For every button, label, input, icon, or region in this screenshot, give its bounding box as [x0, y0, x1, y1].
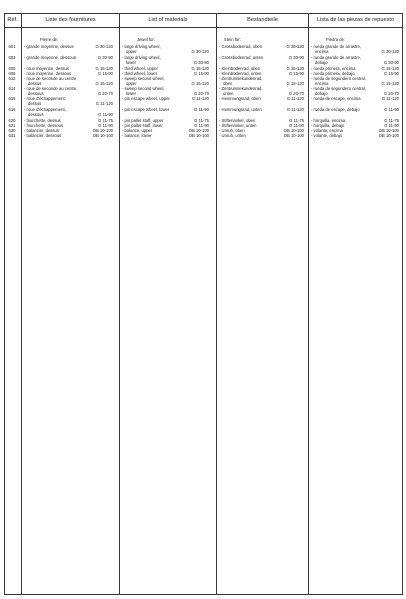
part-name: - fourchette, dessous [24, 123, 64, 128]
jewel-code: G 15-90 [288, 71, 304, 76]
cell-line: - roue d'échappement, [24, 107, 66, 112]
part-name: - balance, lower [122, 133, 152, 138]
part-name: - balance, upper [122, 128, 153, 133]
row-ref: 606 [8, 71, 16, 76]
row-ref: 615 [8, 96, 16, 101]
jewel-code: G 20-70 [97, 91, 113, 96]
part-name: - fourchette, dessus [24, 118, 61, 123]
cell-es [311, 86, 399, 96]
part-name: - horquilla, encima [311, 118, 346, 123]
cell-fr [24, 55, 113, 60]
cell-de [219, 44, 304, 49]
cell-line: - sweep second wheel, [122, 76, 165, 81]
jewel-code: G 30-120 [286, 44, 304, 49]
part-name: dessous [28, 112, 44, 117]
cell-line [311, 60, 399, 65]
jewel-code: G 11-75 [289, 118, 304, 123]
cell-line: - roue de seconde au centre, [24, 76, 78, 81]
part-name: upper [126, 49, 137, 54]
part-name: - Stiftenanker, oben [219, 118, 256, 123]
cell-line [122, 96, 209, 101]
cell-en [122, 55, 209, 65]
column-divider [216, 13, 217, 595]
jewel-code: G 15-120 [381, 81, 399, 86]
jewel-code: G 11-90 [194, 107, 209, 112]
jewel-code: G 11-90 [289, 123, 304, 128]
column-divider [119, 13, 120, 595]
row-ref: 612 [8, 76, 16, 81]
cell-line [219, 96, 304, 101]
part-name: - balancier, dessus [24, 128, 59, 133]
cell-line [311, 107, 399, 112]
jewel-code: G 30-120 [381, 49, 399, 54]
cell-en [122, 86, 209, 96]
part-name: - roue moyenne, dessus [24, 66, 69, 71]
part-name: - balancier, dessous [24, 133, 62, 138]
jewel-code: G 11-90 [98, 112, 113, 117]
jewel-code: OB 10-100 [378, 128, 399, 133]
jewel-code: G 11-120 [381, 96, 399, 101]
part-name: - Kleinbodenrad, unten [219, 71, 262, 76]
cell-line [219, 55, 304, 60]
part-name: - grande moyenne, dessous [24, 55, 76, 60]
part-name: - volante, debajo [311, 133, 342, 138]
jewel-code: G 15-120 [191, 81, 209, 86]
intro-french: Pierre de: [40, 37, 59, 42]
part-name: encima [315, 81, 329, 86]
cell-line [219, 107, 304, 112]
part-name: - Unruh, oben [219, 128, 245, 133]
cell-fr [24, 44, 113, 49]
cell-line [311, 133, 399, 138]
part-name: encima [315, 49, 329, 54]
jewel-code: G 15-90 [383, 71, 399, 76]
jewel-code: G 20-70 [288, 91, 304, 96]
cell-es [311, 76, 399, 86]
jewel-code: G 20-70 [383, 91, 399, 96]
cell-line [122, 107, 209, 112]
cell-en [122, 133, 209, 138]
cell-line: - rueda grande de arrastre, [311, 44, 362, 49]
part-name: - rueda primera, debajo [311, 71, 355, 76]
jewel-code: G 15-120 [95, 66, 113, 71]
cell-line [122, 60, 209, 65]
jewel-code: G 30-90 [97, 55, 113, 60]
cell-es [311, 55, 399, 65]
part-name: - roue moyenne, dessous [24, 71, 72, 76]
cell-line: - rueda de segundero central, [311, 76, 366, 81]
jewel-code: G 11-120 [286, 107, 304, 112]
part-name: debajo [315, 91, 328, 96]
cell-fr [24, 107, 113, 117]
header-german: Bestandteile [247, 17, 278, 23]
jewel-code: G 11-75 [194, 118, 209, 123]
part-name: - Grossbodenrad, unten [219, 55, 264, 60]
part-name: - Kleinbodenrad, oben [219, 66, 261, 71]
part-name: - grande moyenne, dessus [24, 44, 74, 49]
cell-line: - large driving wheel, [122, 55, 161, 60]
part-name: upper [126, 81, 137, 86]
cell-line [24, 112, 113, 117]
jewel-code: OB 10-100 [378, 133, 399, 138]
cell-en [122, 96, 209, 101]
jewel-code: OB 10-100 [92, 133, 113, 138]
part-name: - horquilla, debajo [311, 123, 345, 128]
part-name: unten [223, 91, 234, 96]
cell-line: - rueda grande de arrastre, [311, 55, 362, 60]
cell-de [219, 133, 304, 138]
cell-line [24, 44, 113, 49]
part-name: - rueda de escape, encima [311, 96, 361, 101]
cell-line: - large driving wheel, [122, 44, 161, 49]
column-divider [308, 13, 309, 595]
row-ref: 630 [8, 128, 16, 133]
cell-en [122, 76, 209, 86]
jewel-code: G 15-120 [191, 66, 209, 71]
cell-fr [24, 86, 113, 96]
cell-line [24, 55, 113, 60]
jewel-code: G 30-120 [191, 49, 209, 54]
part-name: - third wheel, lower [122, 71, 158, 76]
row-ref: 614 [8, 86, 16, 91]
cell-fr [24, 96, 113, 106]
jewel-code: G 30-120 [95, 44, 113, 49]
jewel-code: G 11-75 [98, 118, 113, 123]
jewel-code: G 20-70 [193, 91, 209, 96]
cell-line: - Zentrumsekundenrad, [219, 86, 263, 91]
cell-line [122, 133, 209, 138]
intro-spanish: Piedra de: [326, 37, 346, 42]
jewel-code: G 11-90 [98, 123, 113, 128]
cell-en [122, 44, 209, 54]
jewel-code: G 30-90 [383, 60, 399, 65]
header-spanish: Lista de las piezas de repuesto [316, 17, 395, 23]
part-name: dessus [28, 101, 42, 106]
cell-fr [24, 76, 113, 86]
header-divider [4, 27, 403, 28]
part-name: lower [126, 91, 137, 96]
jewel-code: OB 10-100 [188, 133, 209, 138]
jewel-code: G 11-90 [384, 123, 399, 128]
cell-es [311, 107, 399, 112]
header-english: List of materials [148, 17, 188, 23]
part-name: debajo [315, 60, 328, 65]
part-name: - Hemmungsrad, oben [219, 96, 261, 101]
intro-english: Jewel for: [137, 37, 155, 42]
cell-line [24, 133, 113, 138]
jewel-code: G 30-90 [288, 55, 304, 60]
cell-line [24, 101, 113, 106]
part-name: - Hemmungsrad, unten [219, 107, 262, 112]
part-name: - pin pallet staff, upper [122, 118, 164, 123]
header-ref: Réf. [7, 17, 18, 23]
cell-de [219, 55, 304, 60]
jewel-code: G 11-90 [384, 107, 399, 112]
part-name: lower [126, 60, 137, 65]
part-name: - Unruh, unten [219, 133, 246, 138]
part-name: - rueda de escape, debajo [311, 107, 360, 112]
cell-en [122, 107, 209, 112]
row-ref: 603 [8, 55, 16, 60]
cell-line [311, 49, 399, 54]
jewel-code: G 15-120 [95, 81, 113, 86]
cell-es [311, 44, 399, 54]
jewel-code: G 11-120 [286, 96, 304, 101]
row-ref: 621 [8, 123, 16, 128]
jewel-code: G 11-75 [384, 118, 399, 123]
part-name: oben [223, 81, 233, 86]
part-name: - volante, encima [311, 128, 343, 133]
row-ref: 620 [8, 118, 16, 123]
cell-fr [24, 133, 113, 138]
part-name: - pin pallet staff, lower [122, 123, 163, 128]
jewel-code: G 15-90 [97, 71, 113, 76]
cell-de [219, 76, 304, 86]
jewel-code: G 15-120 [286, 81, 304, 86]
header-french: Liste des fournitures [45, 17, 96, 23]
cell-de [219, 86, 304, 96]
cell-line: - roue de seconde au centre, [24, 86, 78, 91]
cell-es [311, 133, 399, 138]
row-ref: 631 [8, 133, 16, 138]
jewel-code: G 11-90 [194, 123, 209, 128]
cell-line: - Zentrumsekundenrad, [219, 76, 263, 81]
cell-line [219, 133, 304, 138]
cell-line [219, 44, 304, 49]
row-ref: 616 [8, 107, 16, 112]
part-name: - Grossbodenrad, oben [219, 44, 263, 49]
jewel-code: G 11-120 [191, 96, 209, 101]
part-name: - rueda primera, encima [311, 66, 356, 71]
jewel-code: OB 10-100 [283, 128, 304, 133]
cell-line [122, 49, 209, 54]
jewel-code: G 15-90 [193, 71, 209, 76]
intro-german: Stein für: [224, 37, 241, 42]
jewel-code: OB 10-100 [188, 128, 209, 133]
part-name: - third wheel, upper [122, 66, 158, 71]
part-name: - pin escape wheel, upper [122, 96, 170, 101]
jewel-code: OB 10-100 [92, 128, 113, 133]
column-divider [21, 13, 22, 595]
jewel-code: G 11-120 [95, 101, 113, 106]
row-ref: 601 [8, 44, 16, 49]
part-name: dessus [28, 81, 42, 86]
cell-line: - roue d'échappement, [24, 96, 66, 101]
jewel-code: OB 10-100 [283, 133, 304, 138]
part-name: - pin escape wheel, lower [122, 107, 170, 112]
cell-line: - sweep second wheel, [122, 86, 165, 91]
cell-es [311, 96, 399, 101]
part-name: dessous [28, 91, 44, 96]
cell-de [219, 107, 304, 112]
cell-line [311, 96, 399, 101]
cell-line: - rueda de segundero central, [311, 86, 366, 91]
row-ref: 605 [8, 66, 16, 71]
part-name: - Stiftenanker, unten [219, 123, 257, 128]
cell-de [219, 96, 304, 101]
jewel-code: G 30-90 [193, 60, 209, 65]
jewel-code: G 15-120 [286, 66, 304, 71]
jewel-code: G 15-120 [381, 66, 399, 71]
